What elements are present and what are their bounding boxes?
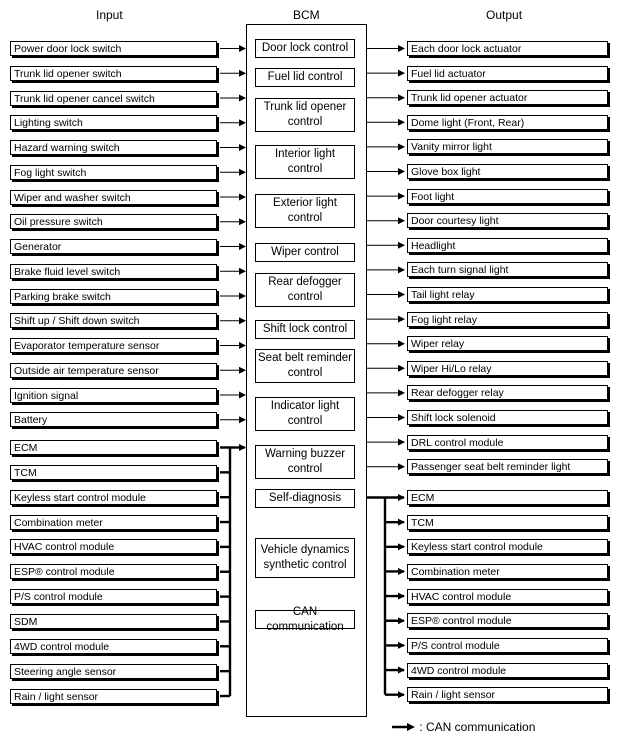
input-power-door-lock-switch: Power door lock switch (10, 41, 217, 56)
input-ignition-signal: Ignition signal (10, 388, 217, 403)
can-output-p-s-control-module: P/S control module (407, 638, 608, 653)
output-passenger-seat-belt-reminder-light: Passenger seat belt reminder light (407, 459, 608, 474)
can-output-4wd-control-module: 4WD control module (407, 663, 608, 678)
can-output-combination-meter: Combination meter (407, 564, 608, 579)
can-input-steering-angle-sensor: Steering angle sensor (10, 664, 217, 679)
function-wiper-control-label (271, 245, 339, 260)
function-trunk-lid-opener-control (255, 98, 355, 132)
function-shift-lock-control-label (263, 322, 347, 337)
function-door-lock-control-line: Door lock control (261, 42, 349, 54)
output-trunk-lid-opener-actuator: Trunk lid opener actuator (407, 90, 608, 105)
function-seat-belt-reminder-control (255, 349, 355, 383)
can-input-ecm: ECM (10, 440, 217, 455)
function-trunk-lid-opener-control-line: control (287, 116, 323, 128)
function-door-lock-control-label (262, 41, 348, 56)
can-output-rain-light-sensor: Rain / light sensor (407, 687, 608, 702)
input-shift-up-shift-down-switch: Shift up / Shift down switch (10, 313, 217, 328)
can-output-tcm: TCM (407, 515, 608, 530)
function-rear-defogger-control-line: Rear defogger (268, 276, 342, 288)
can-input-hvac-control-module: HVAC control module (10, 539, 217, 554)
input-oil-pressure-switch: Oil pressure switch (10, 214, 217, 229)
input-fog-light-switch: Fog light switch (10, 165, 217, 180)
can-input-4wd-control-module: 4WD control module (10, 639, 217, 654)
output-header: Output (486, 8, 523, 22)
can-input-tcm: TCM (10, 465, 217, 480)
function-exterior-light-control-line: control (287, 212, 323, 224)
output-wiper-relay: Wiper relay (407, 336, 608, 351)
can-input-keyless-start-control-module: Keyless start control module (10, 490, 217, 505)
function-trunk-lid-opener-control-label (264, 100, 347, 130)
function-rear-defogger-control (255, 273, 355, 307)
can-input-sdm: SDM (10, 614, 217, 629)
can-arrow-icon (392, 722, 416, 732)
output-rear-defogger-relay: Rear defogger relay (407, 385, 608, 400)
output-tail-light-relay: Tail light relay (407, 287, 608, 302)
can-input-rain-light-sensor: Rain / light sensor (10, 689, 217, 704)
bcm-header: BCM (293, 8, 320, 22)
function-indicator-light-control-line: Indicator light (270, 400, 340, 412)
function-warning-buzzer-control-label (265, 447, 345, 477)
function-fuel-lid-control-label (268, 70, 343, 85)
function-interior-light-control-line: control (287, 163, 323, 175)
function-fuel-lid-control (255, 68, 355, 87)
function-seat-belt-reminder-control-label (258, 351, 352, 381)
can-output-ecm: ECM (407, 490, 608, 505)
function-can-communication-line: CAN communication (266, 605, 344, 633)
input-parking-brake-switch: Parking brake switch (10, 289, 217, 304)
output-foot-light: Foot light (407, 189, 608, 204)
output-headlight: Headlight (407, 238, 608, 253)
input-hazard-warning-switch: Hazard warning switch (10, 140, 217, 155)
function-can-communication-label (256, 605, 354, 635)
function-can-communication (255, 605, 355, 633)
function-exterior-light-control-label (273, 196, 337, 226)
function-vehicle-dynamics-synthetic-control-line: Vehicle dynamics (260, 544, 350, 556)
output-glove-box-light: Glove box light (407, 164, 608, 179)
can-output-hvac-control-module: HVAC control module (407, 589, 608, 604)
function-interior-light-control-label (275, 147, 335, 177)
function-warning-buzzer-control-line: control (287, 463, 323, 475)
output-wiper-hi-lo-relay: Wiper Hi/Lo relay (407, 361, 608, 376)
input-header: Input (96, 8, 123, 22)
output-shift-lock-solenoid: Shift lock solenoid (407, 410, 608, 425)
input-outside-air-temperature-sensor: Outside air temperature sensor (10, 363, 217, 378)
output-dome-light-front-rear: Dome light (Front, Rear) (407, 115, 608, 130)
output-fuel-lid-actuator: Fuel lid actuator (407, 66, 608, 81)
function-shift-lock-control-line: Shift lock control (262, 323, 348, 335)
output-fog-light-relay: Fog light relay (407, 312, 608, 327)
function-indicator-light-control-line: control (287, 415, 323, 427)
function-indicator-light-control-label (271, 399, 339, 429)
function-self-diagnosis (255, 489, 355, 508)
function-rear-defogger-control-line: control (287, 291, 323, 303)
can-input-p-s-control-module: P/S control module (10, 589, 217, 604)
can-input-combination-meter: Combination meter (10, 515, 217, 530)
input-wiper-and-washer-switch: Wiper and washer switch (10, 190, 217, 205)
function-interior-light-control-line: Interior light (274, 148, 336, 160)
function-self-diagnosis-label (269, 491, 341, 506)
function-vehicle-dynamics-synthetic-control-label (261, 543, 350, 573)
function-rear-defogger-control-label (268, 275, 342, 305)
function-self-diagnosis-line: Self-diagnosis (268, 492, 342, 504)
input-trunk-lid-opener-switch: Trunk lid opener switch (10, 66, 217, 81)
output-each-door-lock-actuator: Each door lock actuator (407, 41, 608, 56)
function-fuel-lid-control-line: Fuel lid control (267, 71, 343, 83)
function-indicator-light-control (255, 397, 355, 431)
output-each-turn-signal-light: Each turn signal light (407, 262, 608, 277)
function-seat-belt-reminder-control-line: Seat belt reminder (258, 352, 352, 364)
function-trunk-lid-opener-control-line: Trunk lid opener (263, 101, 347, 113)
function-seat-belt-reminder-control-line: control (287, 367, 323, 379)
function-exterior-light-control-line: Exterior light (273, 197, 337, 209)
input-trunk-lid-opener-cancel-switch: Trunk lid opener cancel switch (10, 91, 217, 106)
function-exterior-light-control (255, 194, 355, 228)
legend-label: : CAN communication (419, 720, 536, 734)
function-vehicle-dynamics-synthetic-control-line: synthetic control (263, 559, 347, 571)
legend (392, 720, 535, 734)
function-vehicle-dynamics-synthetic-control (255, 538, 355, 578)
can-output-esp-control-module: ESP® control module (407, 613, 608, 628)
can-output-keyless-start-control-module: Keyless start control module (407, 539, 608, 554)
input-generator: Generator (10, 239, 217, 254)
input-lighting-switch: Lighting switch (10, 115, 217, 130)
input-battery: Battery (10, 412, 217, 427)
function-door-lock-control (255, 39, 355, 58)
function-interior-light-control (255, 145, 355, 179)
function-warning-buzzer-control (255, 445, 355, 479)
output-vanity-mirror-light: Vanity mirror light (407, 139, 608, 154)
output-door-courtesy-light: Door courtesy light (407, 213, 608, 228)
input-brake-fluid-level-switch: Brake fluid level switch (10, 264, 217, 279)
function-warning-buzzer-control-line: Warning buzzer (264, 448, 346, 460)
output-drl-control-module: DRL control module (407, 435, 608, 450)
can-input-esp-control-module: ESP® control module (10, 564, 217, 579)
function-shift-lock-control (255, 320, 355, 339)
function-wiper-control-line: Wiper control (271, 246, 339, 258)
input-evaporator-temperature-sensor: Evaporator temperature sensor (10, 338, 217, 353)
function-wiper-control (255, 243, 355, 262)
